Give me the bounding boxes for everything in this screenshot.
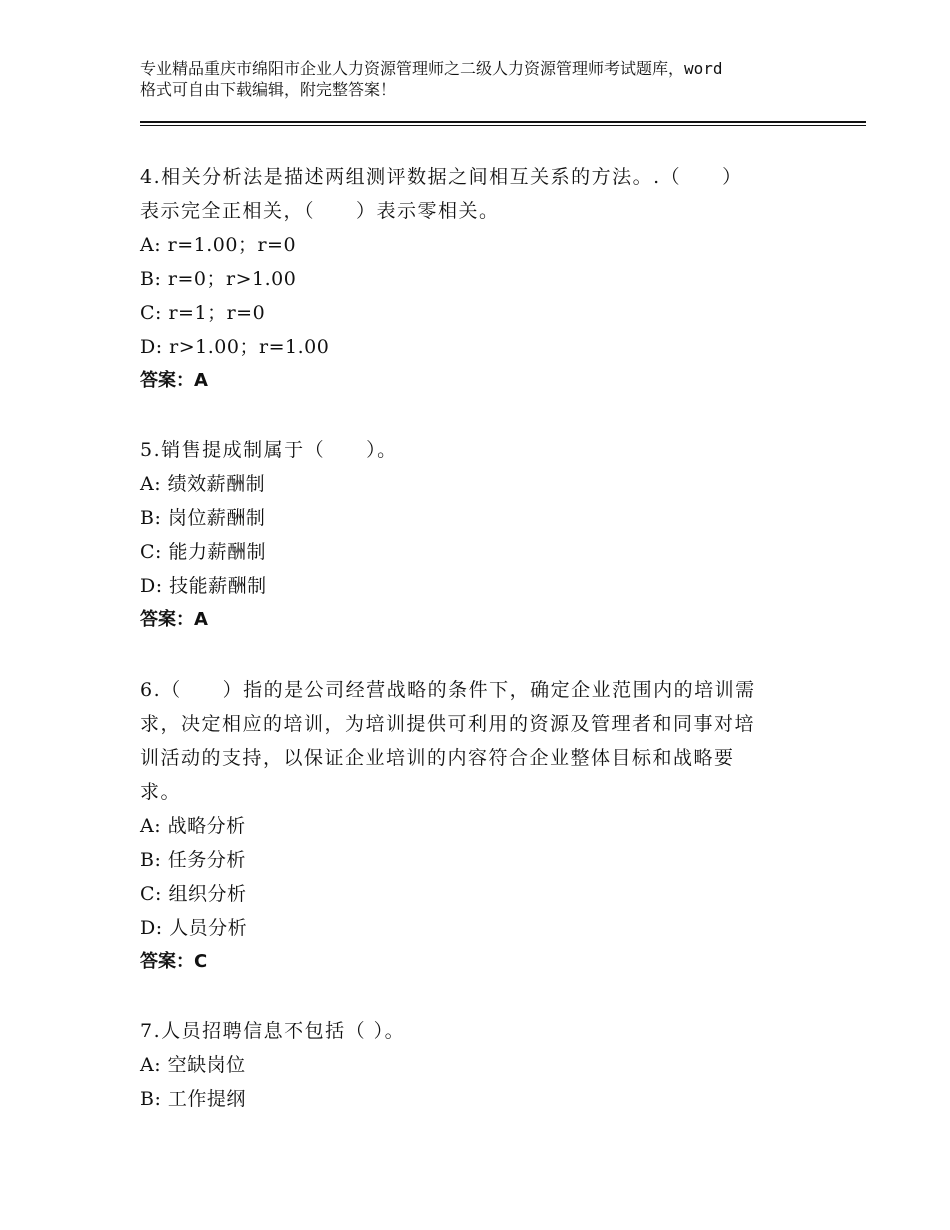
option-a: A: 战略分析 <box>140 815 246 837</box>
header-title-line-1: 专业精品重庆市绵阳市企业人力资源管理师之二级人力资源管理师考试题库，word <box>140 59 723 78</box>
option-c: C: 能力薪酬制 <box>140 541 266 563</box>
answer-label: 答案：A <box>140 609 208 630</box>
answer-label: 答案：A <box>140 370 208 391</box>
question-stem-line: 5.销售提成制属于（ ）。 <box>140 439 398 461</box>
answer-label: 答案：C <box>140 951 208 972</box>
option-d: D: 人员分析 <box>140 917 248 939</box>
question-5 <box>140 433 820 637</box>
question-7 <box>140 1014 820 1116</box>
question-stem-line: 求。 <box>140 781 182 803</box>
header-divider-thick <box>140 121 866 123</box>
question-stem-line: 训活动的支持，以保证企业培训的内容符合企业整体目标和战略要 <box>140 747 735 769</box>
option-b: B: 任务分析 <box>140 849 246 871</box>
option-b: B: r=0；r>1.00 <box>140 268 297 290</box>
question-stem-line: 7.人员招聘信息不包括（ ）。 <box>140 1020 406 1042</box>
option-c: C: 组织分析 <box>140 883 247 905</box>
question-4 <box>140 160 820 398</box>
header-divider-thin <box>140 125 866 126</box>
question-stem-line: 表示完全正相关，（ ）表示零相关。 <box>140 200 500 222</box>
option-a: A: 空缺岗位 <box>140 1054 246 1076</box>
option-b: B: 岗位薪酬制 <box>140 507 266 529</box>
option-a: A: r=1.00；r=0 <box>140 234 297 256</box>
option-c: C: r=1；r=0 <box>140 302 266 324</box>
question-6 <box>140 673 820 979</box>
question-stem-line: 4.相关分析法是描述两组测评数据之间相互关系的方法。.（ ） <box>140 166 743 188</box>
option-d: D: 技能薪酬制 <box>140 575 267 597</box>
question-stem-line: 求，决定相应的培训，为培训提供可利用的资源及管理者和同事对培 <box>140 713 756 735</box>
option-d: D: r>1.00；r=1.00 <box>140 336 330 358</box>
option-a: A: 绩效薪酬制 <box>140 473 266 495</box>
question-stem-line: 6.（ ）指的是公司经营战略的条件下，确定企业范围内的培训需 <box>140 679 756 701</box>
header-title-line-2: 格式可自由下载编辑，附完整答案！ <box>140 80 397 99</box>
document-header <box>140 58 840 100</box>
option-b: B: 工作提纲 <box>140 1088 246 1110</box>
